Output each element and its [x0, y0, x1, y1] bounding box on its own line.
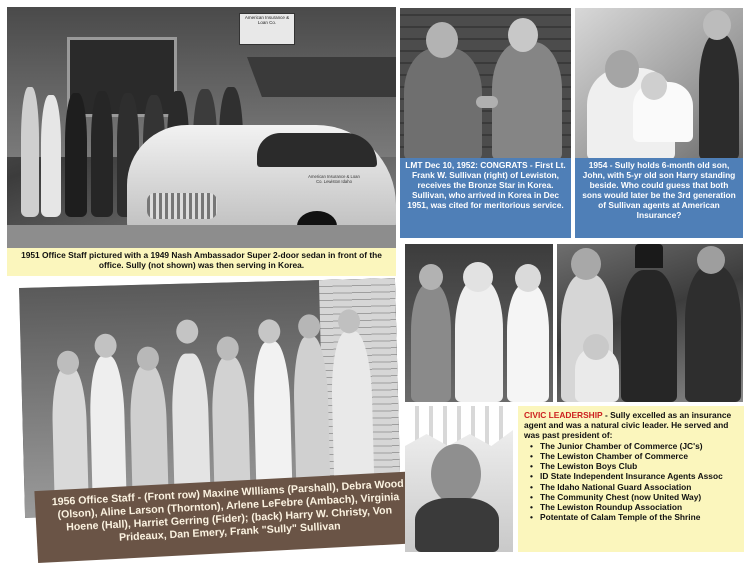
staff-figure	[91, 91, 113, 217]
car-grille	[147, 193, 217, 219]
civic-list	[524, 441, 738, 522]
list-item: • The Lewiston Roundup Association	[524, 502, 738, 512]
man-holding-doll	[411, 284, 451, 402]
handshake	[476, 96, 498, 108]
photo-shriners	[557, 244, 743, 402]
caption-office-1951: 1951 Office Staff pictured with a 1949 Nash Ambassador Super 2-door sedan in front of the office. Sully (not shown) was then serving in Korea.	[7, 248, 396, 276]
list-item: • The Lewiston Chamber of Commerce	[524, 451, 738, 461]
list-item: • The Community Chest (now United Way)	[524, 492, 738, 502]
shriner-figure	[685, 266, 741, 402]
photo-sully-portrait	[405, 406, 513, 552]
photo-office-1951	[7, 7, 396, 248]
shriner-head	[697, 246, 725, 274]
photo-costume-party	[405, 244, 553, 402]
photo-family-1954	[575, 8, 743, 158]
bonnet-costume	[455, 280, 503, 402]
officer-left	[404, 48, 482, 158]
torn-edge	[405, 406, 513, 446]
officer-left-head	[426, 22, 458, 58]
lt-sullivan-head	[508, 18, 538, 52]
sidewalk	[7, 225, 396, 248]
civic-leadership-panel	[518, 406, 744, 552]
office-sign: American Insurance & Loan Co.	[239, 13, 295, 45]
staff-figure	[21, 87, 39, 217]
diaper-head	[515, 264, 541, 292]
child-head	[583, 334, 609, 360]
list-item: • ID State Independent Insurance Agents Assoc	[524, 471, 738, 481]
list-item: • The Lewiston Boys Club	[524, 461, 738, 471]
list-item: • The Idaho National Guard Association	[524, 482, 738, 492]
car-door-lettering: American Insurance & Loan Co. Lewiston Idaho	[308, 174, 360, 184]
shriner-head	[571, 248, 601, 280]
sully-smiling-face	[431, 444, 481, 504]
awning	[247, 57, 396, 97]
staff-figure	[65, 93, 87, 217]
caption-family-1954: 1954 - Sully holds 6-month old son, John, with 5-yr old son Harry standing beside. Who could guess that both sons would later be the 3rd generation of Sullivan agents at American Insurance?	[575, 158, 743, 238]
staff-figure	[41, 95, 61, 217]
civic-intro-text: - Sully excelled as an insurance agent and was a natural civic leader. He served and was past president of:	[524, 410, 732, 441]
list-item: • Potentate of Calam Temple of the Shrine	[524, 512, 738, 522]
sully-head	[605, 50, 639, 88]
caption-office-1956: 1956 Office Staff - (Front row) Maxine WIlliams (Parshall), Debra Wood (Olson), Aline Larson (Thornton), Arlene LeFebre (Ambach), Virginia Hoene (Hall), Harriet Gerring (Fider); (back) Harry W. Christy, Von Prideaux, Dan Emery, Frank "Sully" Sullivan	[34, 471, 423, 563]
harry-standing	[699, 34, 739, 158]
shriner-figure	[621, 270, 677, 402]
civic-heading: CIVIC LEADERSHIP	[524, 410, 603, 420]
man-head	[419, 264, 443, 290]
baby-head	[641, 72, 667, 100]
photo-korea-1952	[400, 8, 571, 158]
list-item: • The Junior Chamber of Commerce (JC's)	[524, 441, 738, 451]
civic-intro	[524, 410, 738, 440]
fez-hat-icon	[635, 244, 663, 268]
diaper-costume	[507, 284, 549, 402]
sully-shoulders	[415, 498, 499, 552]
car-window	[257, 133, 377, 167]
bonnet-head	[463, 262, 493, 292]
lt-sullivan	[492, 42, 562, 158]
caption-korea-1952: LMT Dec 10, 1952: CONGRATS - First Lt. Frank W. Sullivan (right) of Lewiston, receives the Bronze Star in Korea. Sullivan, who arrived in Korea in Dec 1951, was cited for meritorious service.	[400, 158, 571, 238]
harry-head	[703, 10, 731, 40]
